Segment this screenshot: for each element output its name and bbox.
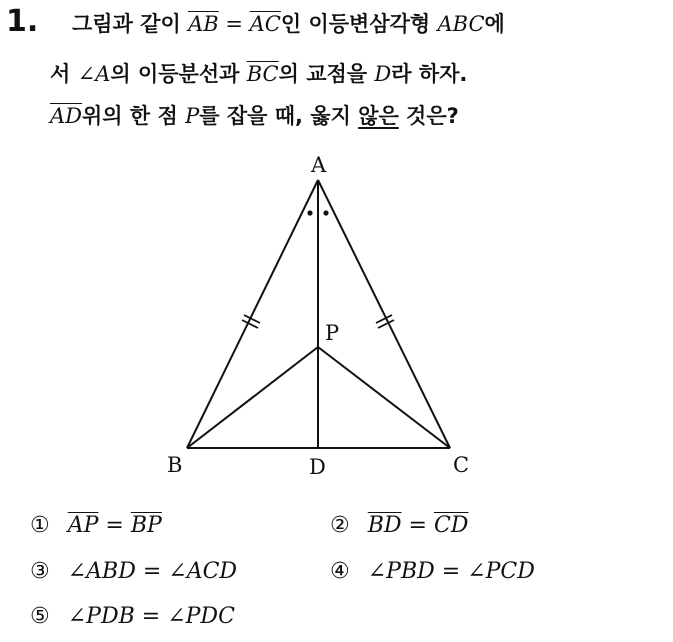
choice-number: ④ [330, 559, 350, 584]
question-text: 서 [50, 62, 78, 86]
choice-number: ⑤ [30, 604, 50, 629]
segment-bc: $\overline{BC}$ [246, 62, 279, 86]
segment-ab: $\overline{AB}$ [188, 12, 219, 36]
side-ac [318, 180, 450, 448]
segment-ac: $\overline{AC}$ [249, 12, 281, 36]
label-c: C [453, 453, 470, 477]
point-p: P [185, 104, 200, 128]
label-a: A [311, 153, 327, 177]
question-text: 위의 한 점 [82, 104, 186, 128]
segment-ad: $\overline{AD}$ [50, 104, 83, 128]
choice-5[interactable] [30, 601, 235, 633]
label-b: B [167, 453, 183, 477]
choice-number: ② [330, 513, 350, 538]
choice-text: ∠PDB = ∠PDC [67, 604, 235, 629]
question-text: 의 교점을 [278, 62, 375, 86]
choice-text: ∠ABD = ∠ACD [67, 559, 238, 584]
choice-2[interactable] [330, 510, 468, 542]
angle-a: ∠A [77, 62, 111, 86]
label-p: P [325, 321, 340, 345]
label-d: D [309, 455, 326, 479]
question-text: 를 잡을 때, 옳지 [199, 104, 359, 128]
segment-cp [318, 347, 450, 448]
segment-bp [187, 347, 318, 448]
equals-sign: = [401, 513, 434, 538]
question-text: 것은? [398, 104, 459, 128]
choice-number: ① [30, 513, 50, 538]
question-text: 그림과 같이 [72, 12, 189, 36]
equals-sign: = [218, 12, 250, 36]
segment-ap: $\overline{AP}$ [67, 513, 99, 538]
angle-mark-dot [323, 210, 328, 215]
question-number: 1. [6, 4, 39, 39]
segment-bd: $\overline{BD}$ [367, 513, 402, 538]
point-d: D [374, 62, 392, 86]
choice-4[interactable] [330, 556, 535, 588]
segment-bp-label: $\overline{BP}$ [130, 513, 162, 538]
question-text: 의 이등분선과 [110, 62, 247, 86]
equals-sign: = [98, 513, 131, 538]
choice-number: ③ [30, 559, 50, 584]
side-ab [187, 180, 318, 448]
question-text: 인 이등변삼각형 [280, 12, 438, 36]
question-text: 에 [484, 12, 505, 36]
question-text: 라 하자. [391, 62, 468, 86]
angle-mark-dot [307, 210, 312, 215]
triangle-name: ABC [437, 12, 485, 36]
choice-1[interactable] [30, 510, 162, 542]
triangle-lines [187, 180, 450, 448]
emphasis-not: 않은 [358, 104, 399, 128]
choice-text: ∠PBD = ∠PCD [367, 559, 535, 584]
segment-cd: $\overline{CD}$ [433, 513, 469, 538]
choice-3[interactable] [30, 556, 237, 588]
